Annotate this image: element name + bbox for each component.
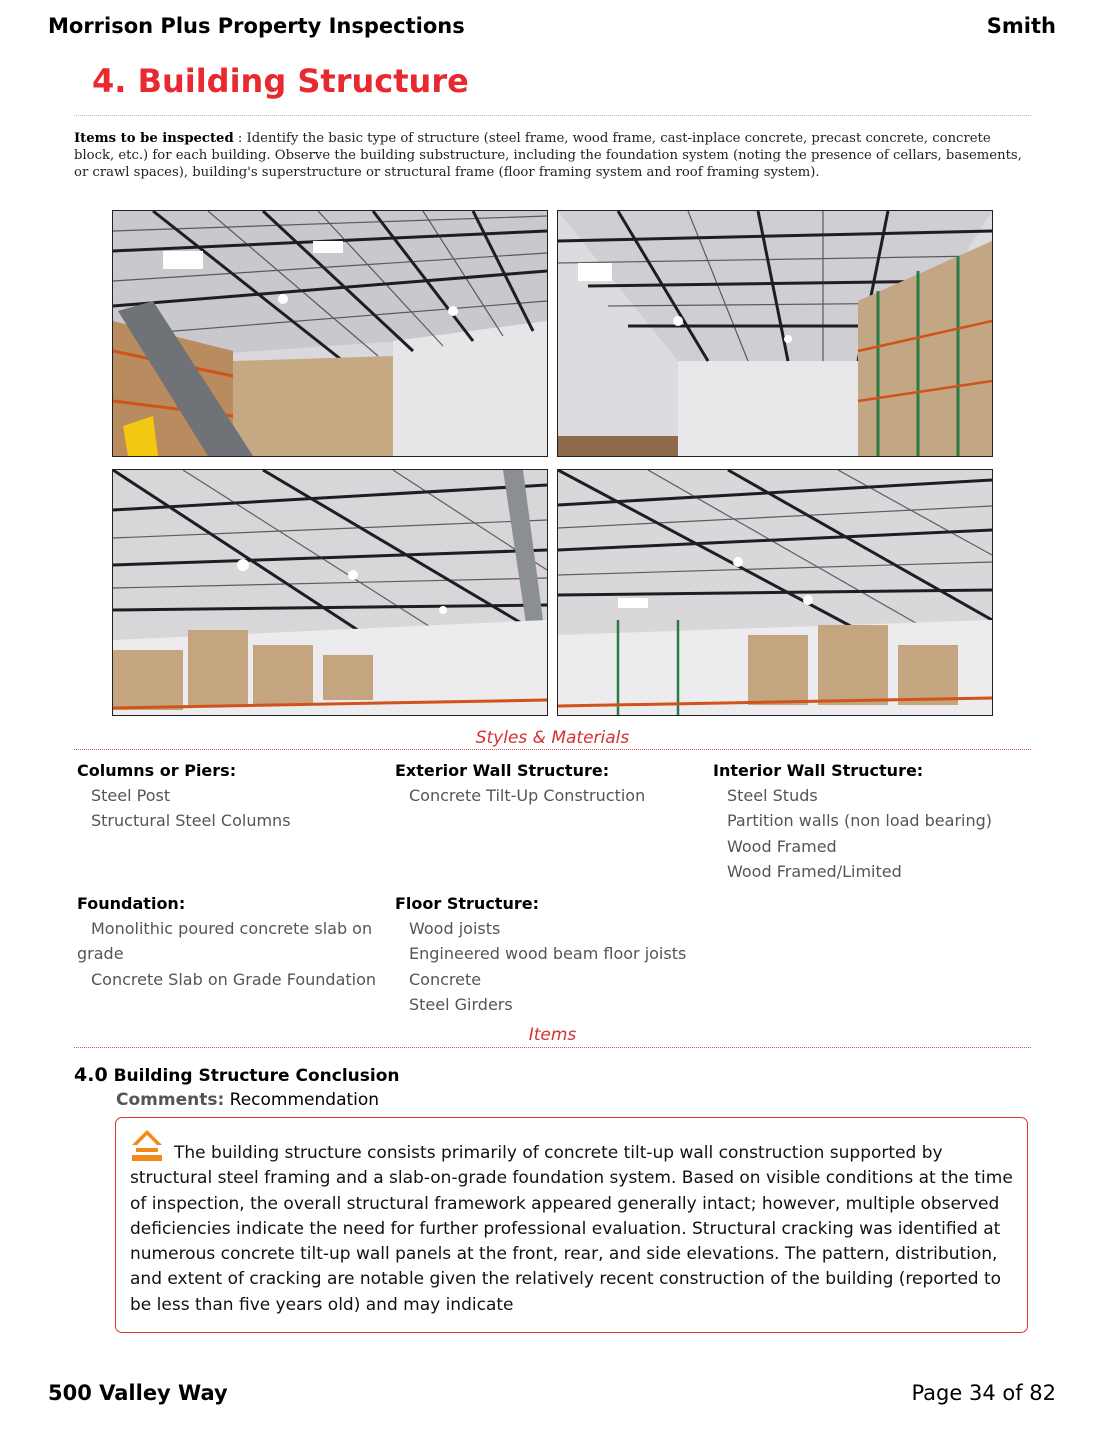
interior-wall-value: Wood Framed/Limited <box>727 861 902 881</box>
foundation-value: Monolithic poured concrete slab on grade <box>77 919 373 964</box>
items-divider <box>74 1047 1031 1048</box>
columns-or-piers-heading: Columns or Piers: <box>77 761 237 780</box>
warehouse-ceiling-photo-2[interactable] <box>557 210 993 457</box>
item-title: Building Structure Conclusion <box>113 1066 400 1086</box>
photo-1-graphic <box>113 211 547 456</box>
photo-4-graphic <box>558 470 992 715</box>
exterior-wall-group <box>395 758 705 808</box>
foundation-group <box>77 891 387 992</box>
item-heading <box>74 1064 399 1086</box>
interior-wall-value: Partition walls (non load bearing) <box>727 811 993 831</box>
client-name: Smith <box>986 14 1056 38</box>
page-number: Page 34 of 82 <box>911 1381 1056 1405</box>
warehouse-ceiling-photo-3[interactable] <box>112 469 548 716</box>
interior-wall-heading: Interior Wall Structure: <box>713 761 924 780</box>
section-title: 4. Building Structure <box>92 62 469 100</box>
floor-structure-value: Wood joists <box>409 919 501 938</box>
warehouse-ceiling-photo-1[interactable] <box>112 210 548 457</box>
photo-2-graphic <box>558 211 992 456</box>
floor-structure-heading: Floor Structure: <box>395 894 539 913</box>
warehouse-ceiling-photo-4[interactable] <box>557 469 993 716</box>
exterior-wall-value: Concrete Tilt-Up Construction <box>409 786 646 805</box>
floor-structure-value: Concrete <box>409 969 482 989</box>
interior-wall-value: Wood Framed <box>727 836 837 856</box>
intro-text: : Identify the basic type of structure (steel frame, wood frame, cast-inplace concrete, precast concrete, concrete block, etc.) for each building. Observe the building substructure, including the foundation system (noting the presence of cellars, basements, or crawl spaces), building's superstructure or structural frame (floor framing system and roof framing system). <box>74 131 1022 180</box>
interior-wall-group <box>713 758 1031 884</box>
columns-value: Structural Steel Columns <box>91 811 291 831</box>
page-footer <box>48 1381 1056 1405</box>
floor-structure-value: Engineered wood beam floor joists <box>409 944 687 964</box>
columns-or-piers-group <box>77 758 387 834</box>
interior-wall-value: Steel Studs <box>727 786 818 805</box>
intro-lead: Items to be inspected <box>74 131 234 146</box>
intro-paragraph <box>74 130 1031 181</box>
item-number: 4.0 <box>74 1064 108 1086</box>
property-address: 500 Valley Way <box>48 1381 228 1405</box>
recommendation-house-icon <box>130 1128 164 1162</box>
photo-3-graphic <box>113 470 547 715</box>
styles-divider <box>74 749 1031 750</box>
page-header <box>48 14 1056 40</box>
company-name: Morrison Plus Property Inspections <box>48 14 465 38</box>
comments-label: Comments: <box>116 1090 225 1110</box>
foundation-heading: Foundation: <box>77 894 186 913</box>
comment-box <box>115 1117 1028 1333</box>
styles-materials-label: Styles & Materials <box>475 728 630 748</box>
title-divider <box>74 115 1031 116</box>
floor-structure-value: Steel Girders <box>409 994 513 1014</box>
comment-body: The building structure consists primarily of concrete tilt-up wall construction supported by structural steel framing and a slab-on-grade foundation system. Based on visible conditions at the time of inspection, the overall structural framework appeared generally intact; however, multiple observed deficiencies indicate the need for further professional evaluation. Structural cracking was identified at numerous concrete tilt-up wall panels at the front, rear, and side elevations. The pattern, distribution, and extent of cracking are notable given the relatively recent construction of the building (reported to be less than five years old) and may indicate <box>130 1143 1013 1315</box>
exterior-wall-heading: Exterior Wall Structure: <box>395 761 610 780</box>
floor-structure-group <box>395 891 705 1017</box>
comments-value: Recommendation <box>229 1090 380 1110</box>
comments-line <box>116 1090 379 1110</box>
items-label: Items <box>528 1025 577 1045</box>
foundation-value: Concrete Slab on Grade Foundation <box>91 969 377 989</box>
columns-value: Steel Post <box>91 786 171 805</box>
